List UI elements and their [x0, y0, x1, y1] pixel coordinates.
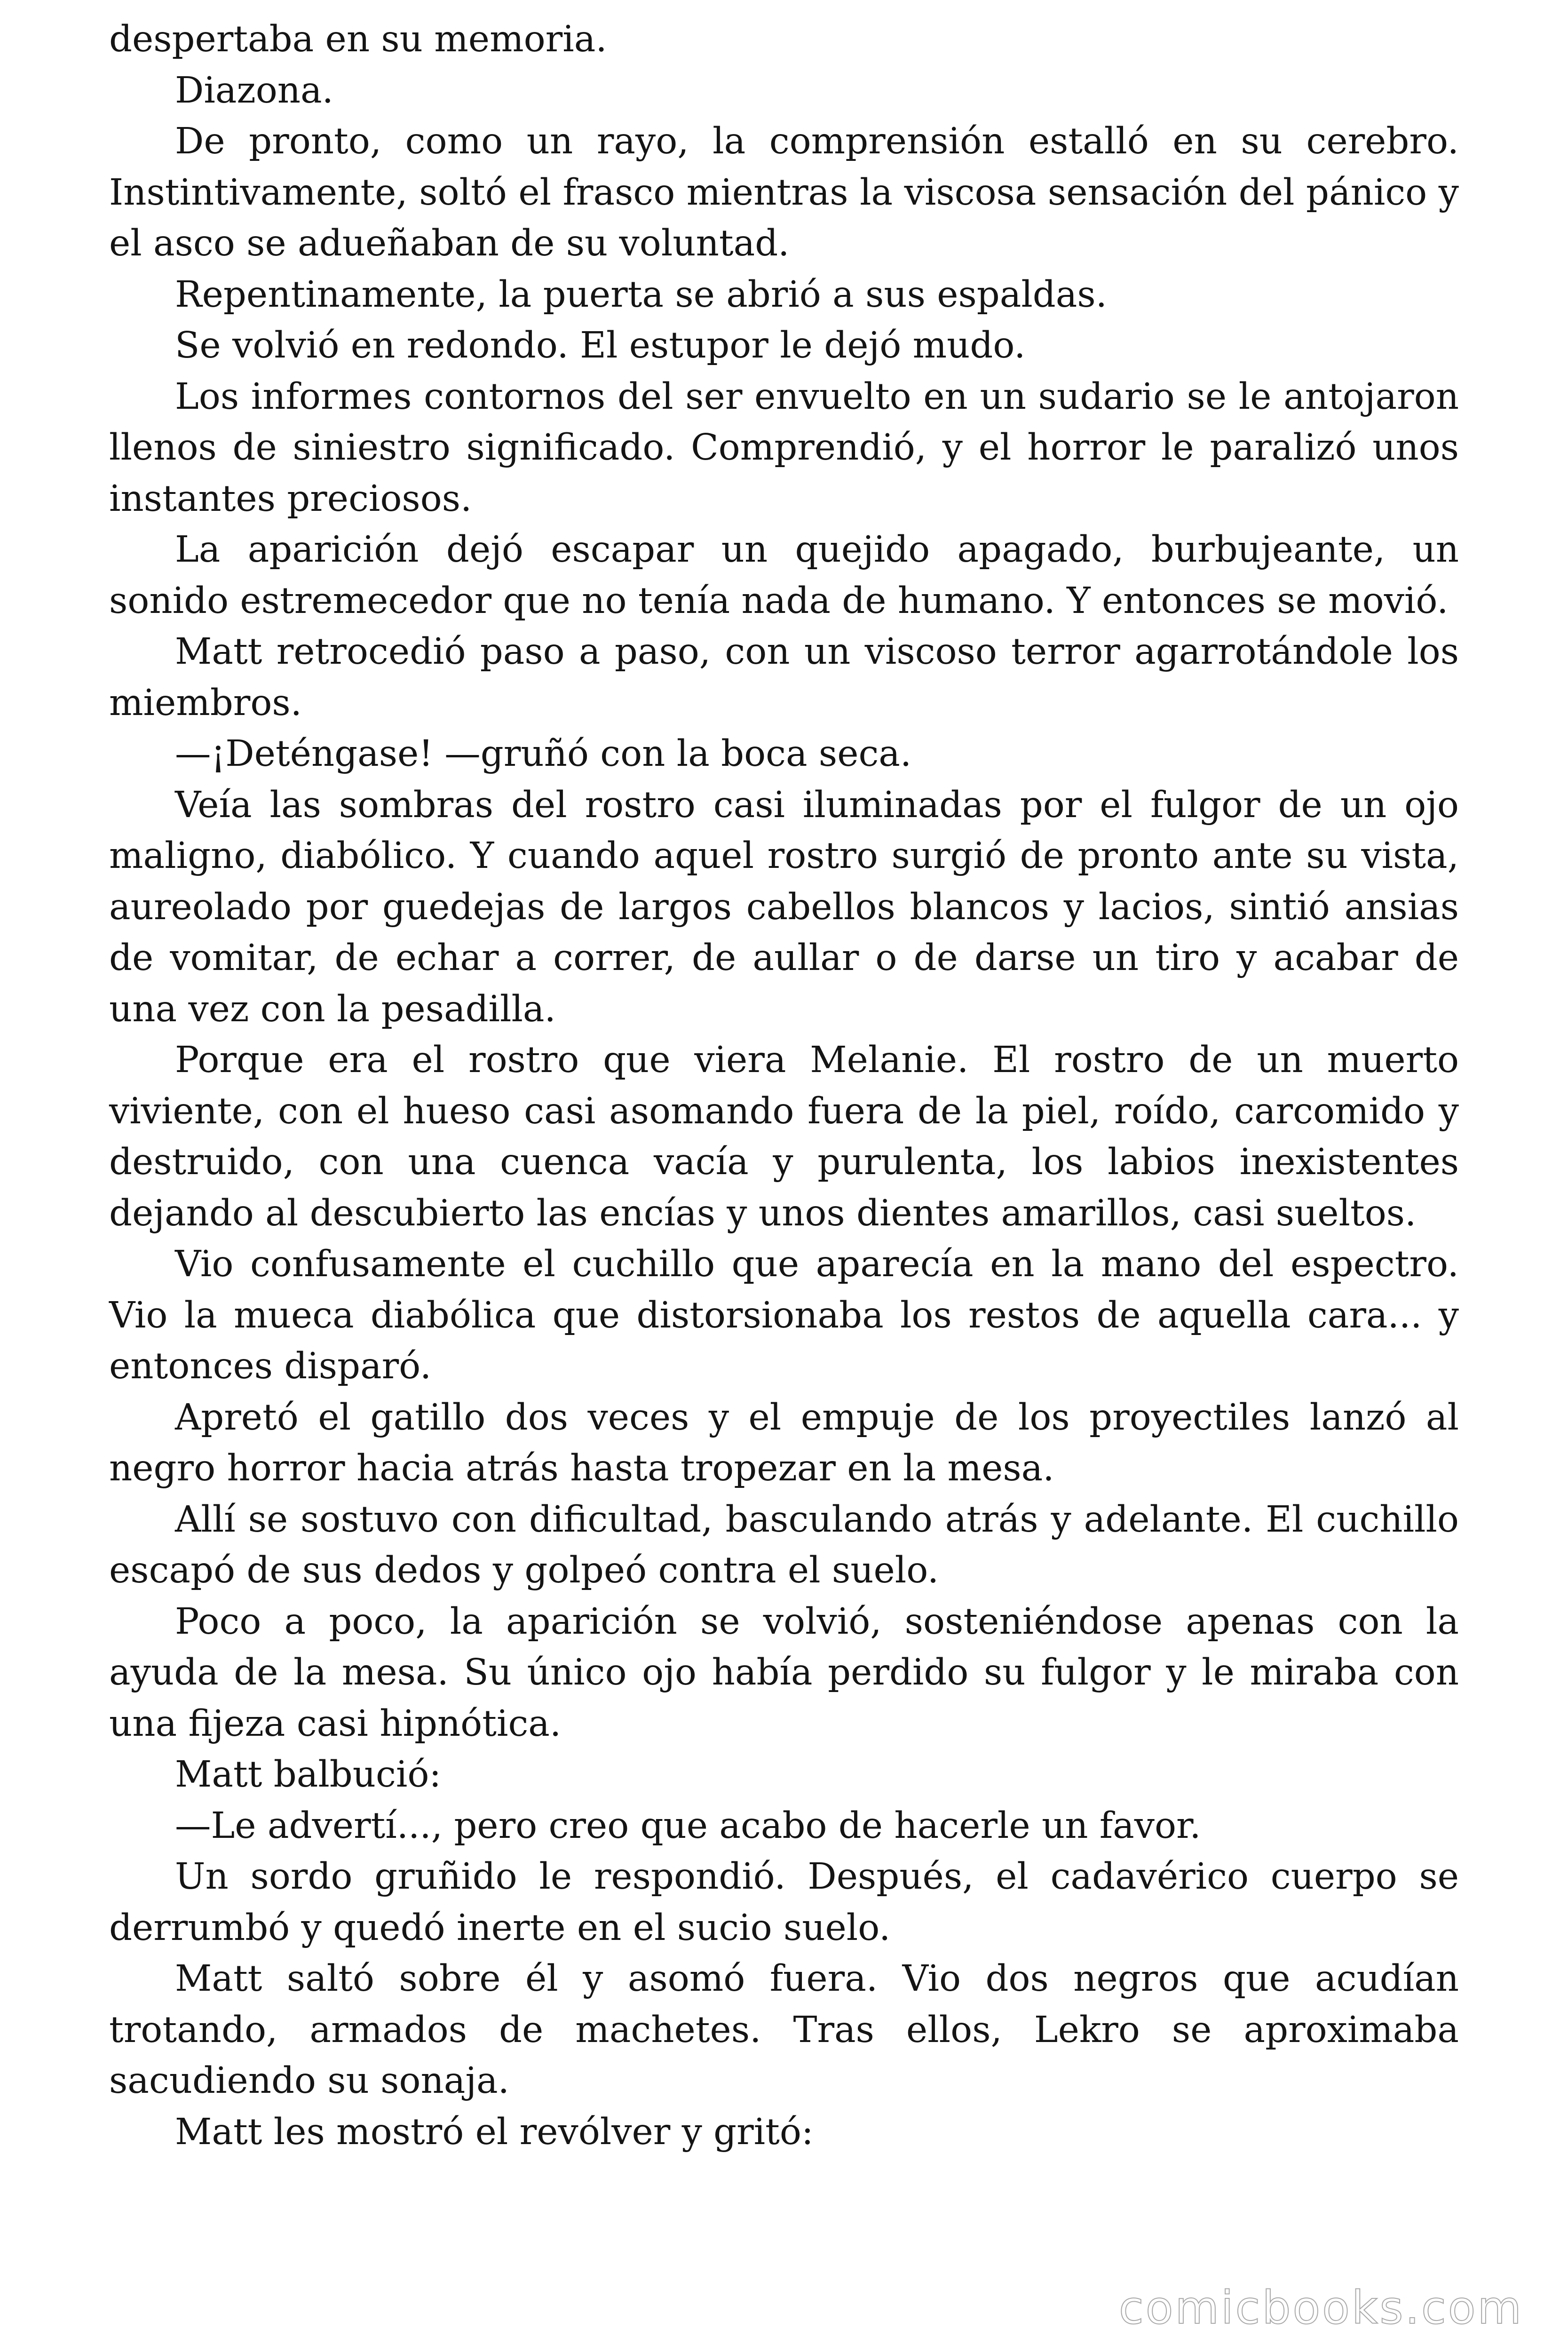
paragraph: Se volvió en redondo. El estupor le dejó mudo. — [175, 325, 1026, 366]
paragraph: Matt balbució: — [175, 1754, 442, 1796]
paragraph: Matt les mostró el revólver y gritó: — [175, 2111, 814, 2153]
paragraph: De pronto, como un rayo, la comprensión estalló en su cerebro. Instintivamente, soltó el frasco mientras la viscosa sensación del pánico y el asco se adueñaban de su voluntad. — [109, 120, 1459, 264]
paragraph: Porque era el rostro que viera Melanie. El rostro de un muerto viviente, con el hueso casi asomando fuera de la piel, roído, carcomido y destruido, con una cuenca vacía y purulenta, los labios inexistentes dejando al descubierto las encías y unos dientes amarillos, casi sueltos. — [109, 1039, 1459, 1234]
watermark: comicbooks.com — [1118, 2281, 1523, 2334]
paragraph: despertaba en su memoria. — [109, 18, 607, 60]
paragraph: Vio confusamente el cuchillo que aparecía en la mano del espectro. Vio la mueca diabólica que distorsionaba los restos de aquella cara... y entonces disparó. — [109, 1243, 1459, 1387]
paragraph: La aparición dejó escapar un quejido apagado, burbujeante, un sonido estremecedor que no tenía nada de humano. Y entonces se movió. — [109, 529, 1459, 622]
paragraph: Diazona. — [175, 69, 333, 111]
page-text — [109, 14, 1459, 2158]
paragraph: Veía las sombras del rostro casi iluminadas por el fulgor de un ojo maligno, diabólico. Y cuando aquel rostro surgió de pronto ante su vista, aureolado por guedejas de largos cabellos blancos y lacios, sintió ansias de vomitar, de echar a correr, de aullar o de darse un tiro y acabar de una vez con la pesadilla. — [109, 784, 1459, 1030]
paragraph: Matt saltó sobre él y asomó fuera. Vio dos negros que acudían trotando, armados de machetes. Tras ellos, Lekro se aproximaba sacudiendo su sonaja. — [109, 1958, 1459, 2102]
paragraph: —¡Deténgase! —gruñó con la boca seca. — [175, 733, 912, 775]
paragraph: Apretó el gatillo dos veces y el empuje de los proyectiles lanzó al negro horror hacia atrás hasta tropezar en la mesa. — [109, 1396, 1459, 1489]
paragraph: Un sordo gruñido le respondió. Después, el cadavérico cuerpo se derrumbó y quedó inerte en el sucio suelo. — [109, 1856, 1459, 1949]
paragraph: —Le advertí..., pero creo que acabo de hacerle un favor. — [175, 1804, 1201, 1847]
paragraph: Matt retrocedió paso a paso, con un viscoso terror agarrotándole los miembros. — [109, 631, 1459, 724]
paragraph: Los informes contornos del ser envuelto en un sudario se le antojaron llenos de siniestro significado. Comprendió, y el horror le paralizó unos instantes preciosos. — [109, 375, 1459, 520]
paragraph: Allí se sostuvo con dificultad, basculando atrás y adelante. El cuchillo escapó de sus dedos y golpeó contra el suelo. — [109, 1498, 1459, 1591]
paragraph: Poco a poco, la aparición se volvió, sosteniéndose apenas con la ayuda de la mesa. Su único ojo había perdido su fulgor y le miraba con una fijeza casi hipnótica. — [109, 1600, 1459, 1745]
paragraph: Repentinamente, la puerta se abrió a sus espaldas. — [175, 273, 1107, 316]
